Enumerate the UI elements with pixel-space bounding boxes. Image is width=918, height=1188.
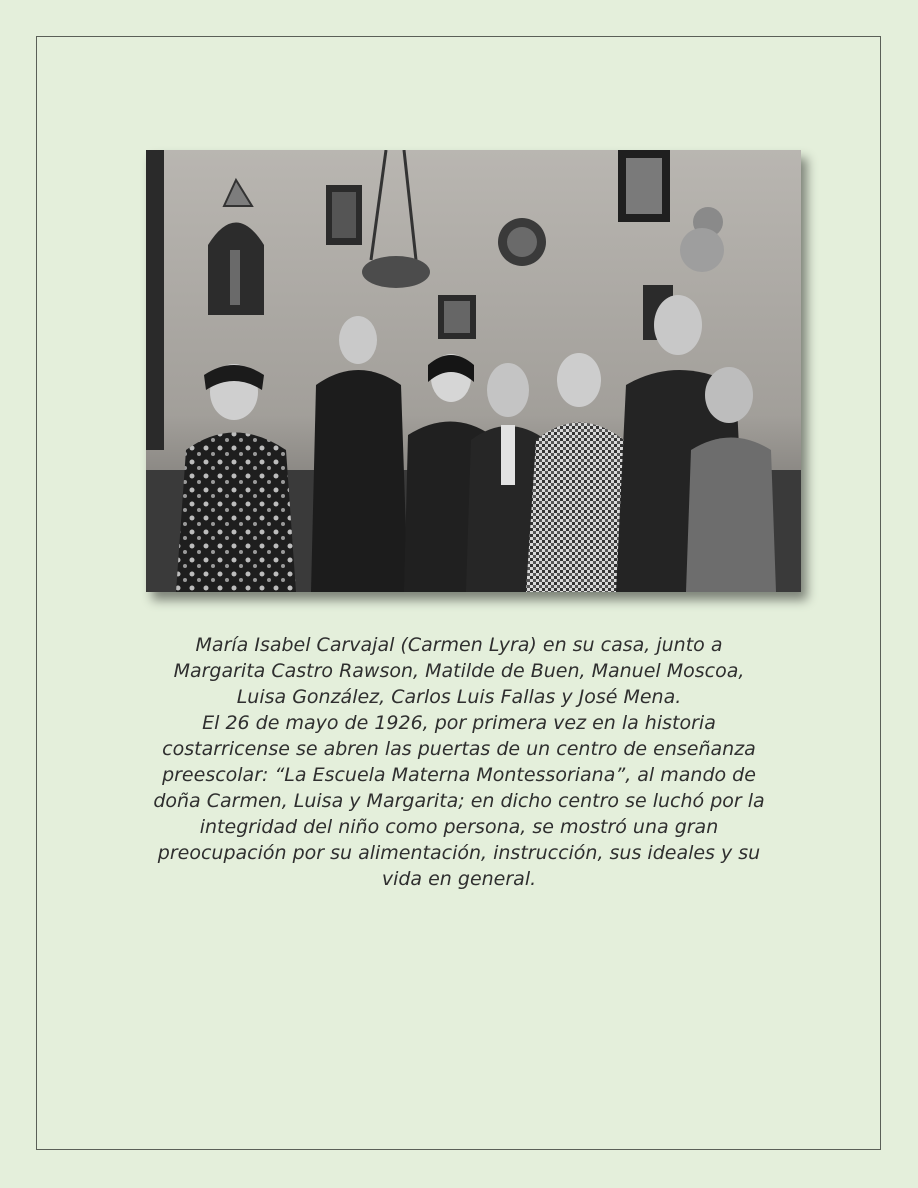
caption-line: doña Carmen, Luisa y Margarita; en dicho centro se luchó por la	[153, 790, 765, 812]
photo-caption	[118, 632, 800, 892]
caption-line: María Isabel Carvajal (Carmen Lyra) en su casa, junto a	[195, 634, 723, 656]
hanging-basket	[362, 256, 430, 288]
caption-line: integridad del niño como persona, se mostró una gran	[199, 816, 719, 838]
caption-line: costarricense se abren las puertas de un centro de enseñanza	[162, 738, 756, 760]
group-photograph	[146, 150, 801, 592]
caption-line: vida en general.	[381, 868, 537, 890]
caption-line: Margarita Castro Rawson, Matilde de Buen, Manuel Moscoa,	[173, 660, 745, 682]
photo-illustration	[146, 150, 801, 592]
caption-line: El 26 de mayo de 1926, por primera vez en la historia	[202, 712, 716, 734]
caption-line: Luisa González, Carlos Luis Fallas y José Mena.	[236, 686, 682, 708]
caption-line: preescolar: “La Escuela Materna Montessoriana”, al mando de	[162, 764, 756, 786]
caption-line: preocupación por su alimentación, instrucción, sus ideales y su	[157, 842, 761, 864]
